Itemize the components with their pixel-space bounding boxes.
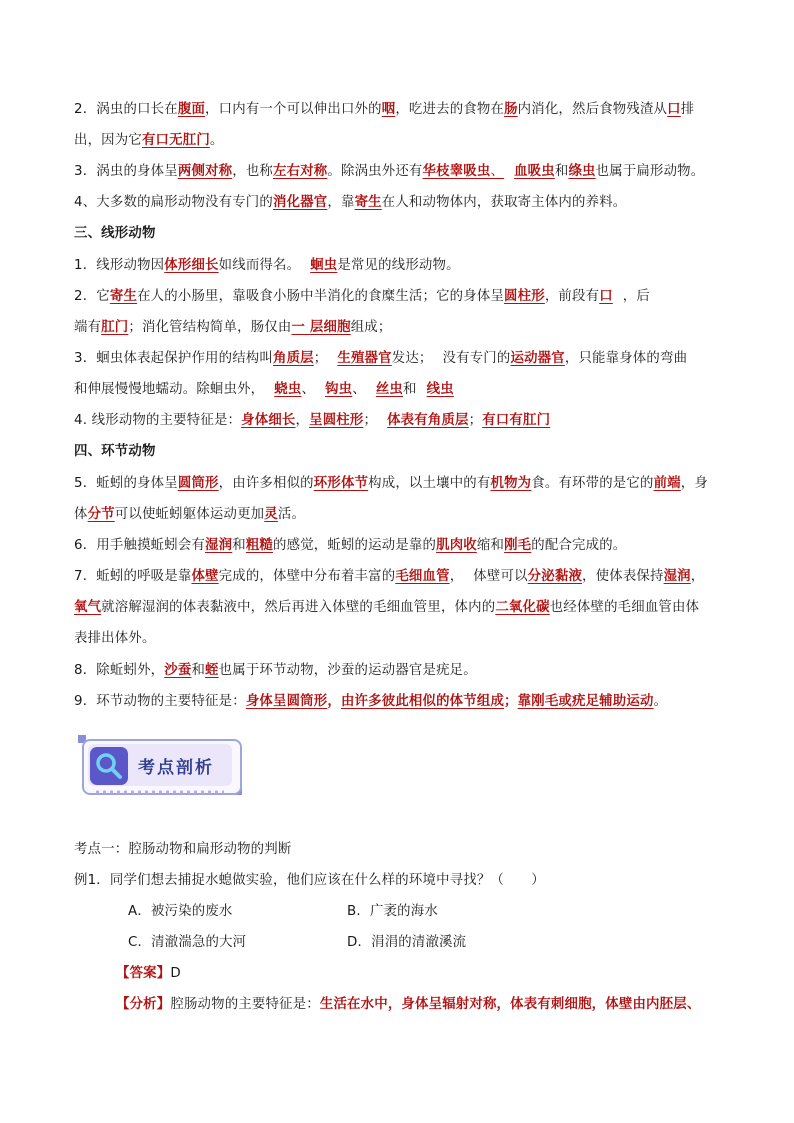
answer-blank: 寄生 [354, 195, 382, 210]
answer-blank: 圆筒形 [177, 476, 219, 491]
answer-value: D [170, 966, 181, 981]
answer-blank: 生殖器官 [337, 351, 392, 366]
annelid-item-9: 9．环节动物的主要特征是：身体呈圆筒形，由许多彼此相似的体节组成；靠刚毛或疣足辅助运动。 [74, 694, 668, 709]
answer-blank: 沙蚕 [164, 663, 192, 678]
section-banner [74, 735, 246, 797]
banner-title: 考点剖析 [138, 758, 214, 778]
answer-blank: 氧气 [74, 600, 102, 615]
answer-blank: 湿润 [663, 569, 691, 584]
answer-blank: 口 [667, 102, 681, 117]
answer-blank: 左右对称 [273, 164, 328, 179]
answer-blank: 丝虫 [375, 382, 404, 397]
answer-blank: 湿润 [205, 538, 233, 553]
answer-blank: 蛔虫 [310, 258, 338, 273]
roundworm-item-2: 2．它寄生在人的小肠里，靠吸食小肠中半消化的食糜生活；它的身体呈圆柱形，前段有口 ，后 [74, 289, 650, 304]
answer-line [116, 964, 766, 984]
answer-blank: 钩虫 [325, 382, 353, 397]
answer-blank: 毛细血管 [395, 569, 450, 584]
answer-blank: 前端 [653, 476, 681, 491]
roundworm-item-1: 1．线形动物因体形细长如线而得名。 蛔虫是常见的线形动物。 [74, 258, 460, 273]
section-heading-annelids: 四、环节动物 [74, 444, 156, 459]
example-question: 例1．同学们想去捕捉水螅做实验，他们应该在什么样的环境中寻找？（ ） [74, 873, 545, 888]
exam-point-heading: 考点一：腔肠动物和扁形动物的判断 [74, 842, 292, 857]
answer-blank: 绦虫 [568, 164, 596, 179]
answer-blank: 呈圆柱形 [309, 413, 364, 428]
answer-blank: 肠 [504, 102, 518, 117]
answer-blank: 刚毛 [504, 538, 532, 553]
answer-blank: 角质层 [273, 351, 314, 366]
answer-blank: 有口无肛门 [141, 133, 210, 148]
annelid-item-7-end: 表排出体外。 [74, 631, 156, 646]
annelid-item-5: 5．蚯蚓的身体呈圆筒形，由许多相似的环形体节构成，以土壤中的有机物为食。有环带的是它的前端，身 [74, 476, 708, 491]
answer-blank: 体表有角质层 [387, 413, 469, 428]
answer-blank: 华枝睾吸虫 [422, 164, 491, 179]
answer-blank: 咽 [381, 102, 396, 117]
answer-blank: 机物为 [490, 476, 532, 491]
answer-blank: 蛭 [205, 663, 219, 678]
answer-blank: 身体细长 [241, 413, 296, 428]
answer-blank: 线虫 [426, 382, 454, 397]
analysis-line: 【分析】腔肠动物的主要特征是：生活在水中，身体呈辐射对称，体表有刺细胞，体壁由内胚层、 [116, 997, 701, 1012]
answer-blank: 靠刚毛或疣足辅助运动 [517, 694, 654, 709]
answer-blank: 肛门 [101, 320, 129, 335]
answer-tag: 【答案】 [116, 966, 171, 981]
annelid-item-7: 7．蚯蚓的呼吸是靠体壁完成的，体壁中分布着丰富的毛细血管， 体壁可以分泌黏液，使体表保持湿润， [74, 569, 705, 584]
answer-blank: 肌肉收 [436, 538, 477, 553]
answer-blank: 分节 [87, 507, 115, 522]
paragraph-2-flatworm-mouth: 2．涡虫的口长在腹面，口内有一个可以伸出口外的咽，吃进去的食物在肠内消化，然后食物残渣从口排 [74, 102, 695, 117]
answer-blank: 粗糙 [245, 538, 274, 553]
answer-blank: 口 [599, 289, 613, 304]
answer-blank: 两侧对称 [177, 164, 233, 179]
option-a: A．被污染的废水 [128, 904, 233, 919]
roundworm-item-3: 3．蛔虫体表起保护作用的结构叫角质层； 生殖器官发达； 没有专门的运动器官，只能靠身体的弯曲 [74, 351, 688, 366]
search-icon [90, 747, 128, 785]
paragraph-4-parasite: 4、大多数的扁形动物没有专门的消化器官，靠寄生在人和动物体内，获取寄主体内的养料。 [74, 195, 627, 210]
answer-blank: 体形细长 [164, 258, 219, 273]
answer-blank: 灵 [264, 507, 278, 522]
answer-blank: 分泌黏液 [527, 569, 583, 584]
roundworm-item-4: 4. 线形动物的主要特征是：身体细长，呈圆柱形； 体表有角质层；有口有肛门 [74, 413, 551, 428]
annelid-item-5-cont: 体分节可以使蚯蚓躯体运动更加灵活。 [74, 507, 306, 522]
option-c: C．清澈湍急的大河 [128, 935, 247, 950]
section-heading-roundworms: 三、线形动物 [74, 226, 156, 241]
answer-blank: 血吸虫 [514, 164, 555, 179]
answer-blank: 环形体节 [313, 476, 369, 491]
roundworm-item-3-cont: 和伸展慢慢地蠕动。除蛔虫外， 蛲虫、 钩虫、 丝虫和 线虫 [74, 382, 454, 397]
paragraph-2-cont: 出，因为它有口无肛门。 [74, 133, 224, 148]
answer-blank: 圆柱形 [504, 289, 545, 304]
answer-blank: 蛲虫 [274, 382, 302, 397]
option-b: B．广袤的海水 [347, 904, 438, 919]
annelid-item-7-cont: 氧气就溶解湿润的体表黏液中，然后再进入体壁的毛细血管里，体内的二氧化碳也经体壁的毛细血管由体 [74, 600, 700, 615]
roundworm-item-2-cont: 端有肛门；消化管结构简单，肠仅由一 层细胞组成； [74, 320, 392, 335]
answer-blank: 二氧化碳 [495, 600, 550, 615]
answer-blank: 由许多彼此相似的体节组成 [340, 694, 505, 709]
answer-blank: 运动器官 [510, 351, 565, 366]
annelid-item-8: 8．除蚯蚓外，沙蚕和蛭也属于环节动物，沙蚕的运动器官是疣足。 [74, 663, 477, 678]
answer-blank: 体壁 [191, 569, 219, 584]
answer-blank: 有口有肛门 [482, 413, 551, 428]
answer-blank: 消化器官 [273, 195, 328, 210]
annelid-item-6: 6．用手触摸蚯蚓会有湿润和粗糙的感觉，蚯蚓的运动是靠的肌肉收缩和刚毛的配合完成的。 [74, 538, 627, 553]
answer-blank: 一 层细胞 [291, 320, 351, 335]
answer-blank: 身体呈圆筒形 [245, 694, 328, 709]
analysis-tag: 【分析】 [116, 997, 171, 1012]
option-d: D．涓涓的清澈溪流 [347, 935, 467, 950]
answer-blank: 腹面 [177, 102, 206, 117]
banner-dots [94, 789, 224, 795]
answer-blank: 寄生 [109, 289, 138, 304]
paragraph-3-symmetry: 3．涡虫的身体呈两侧对称，也称左右对称。除涡虫外还有华枝睾吸虫、 血吸虫和绦虫也属于扁形动物。 [74, 164, 705, 179]
